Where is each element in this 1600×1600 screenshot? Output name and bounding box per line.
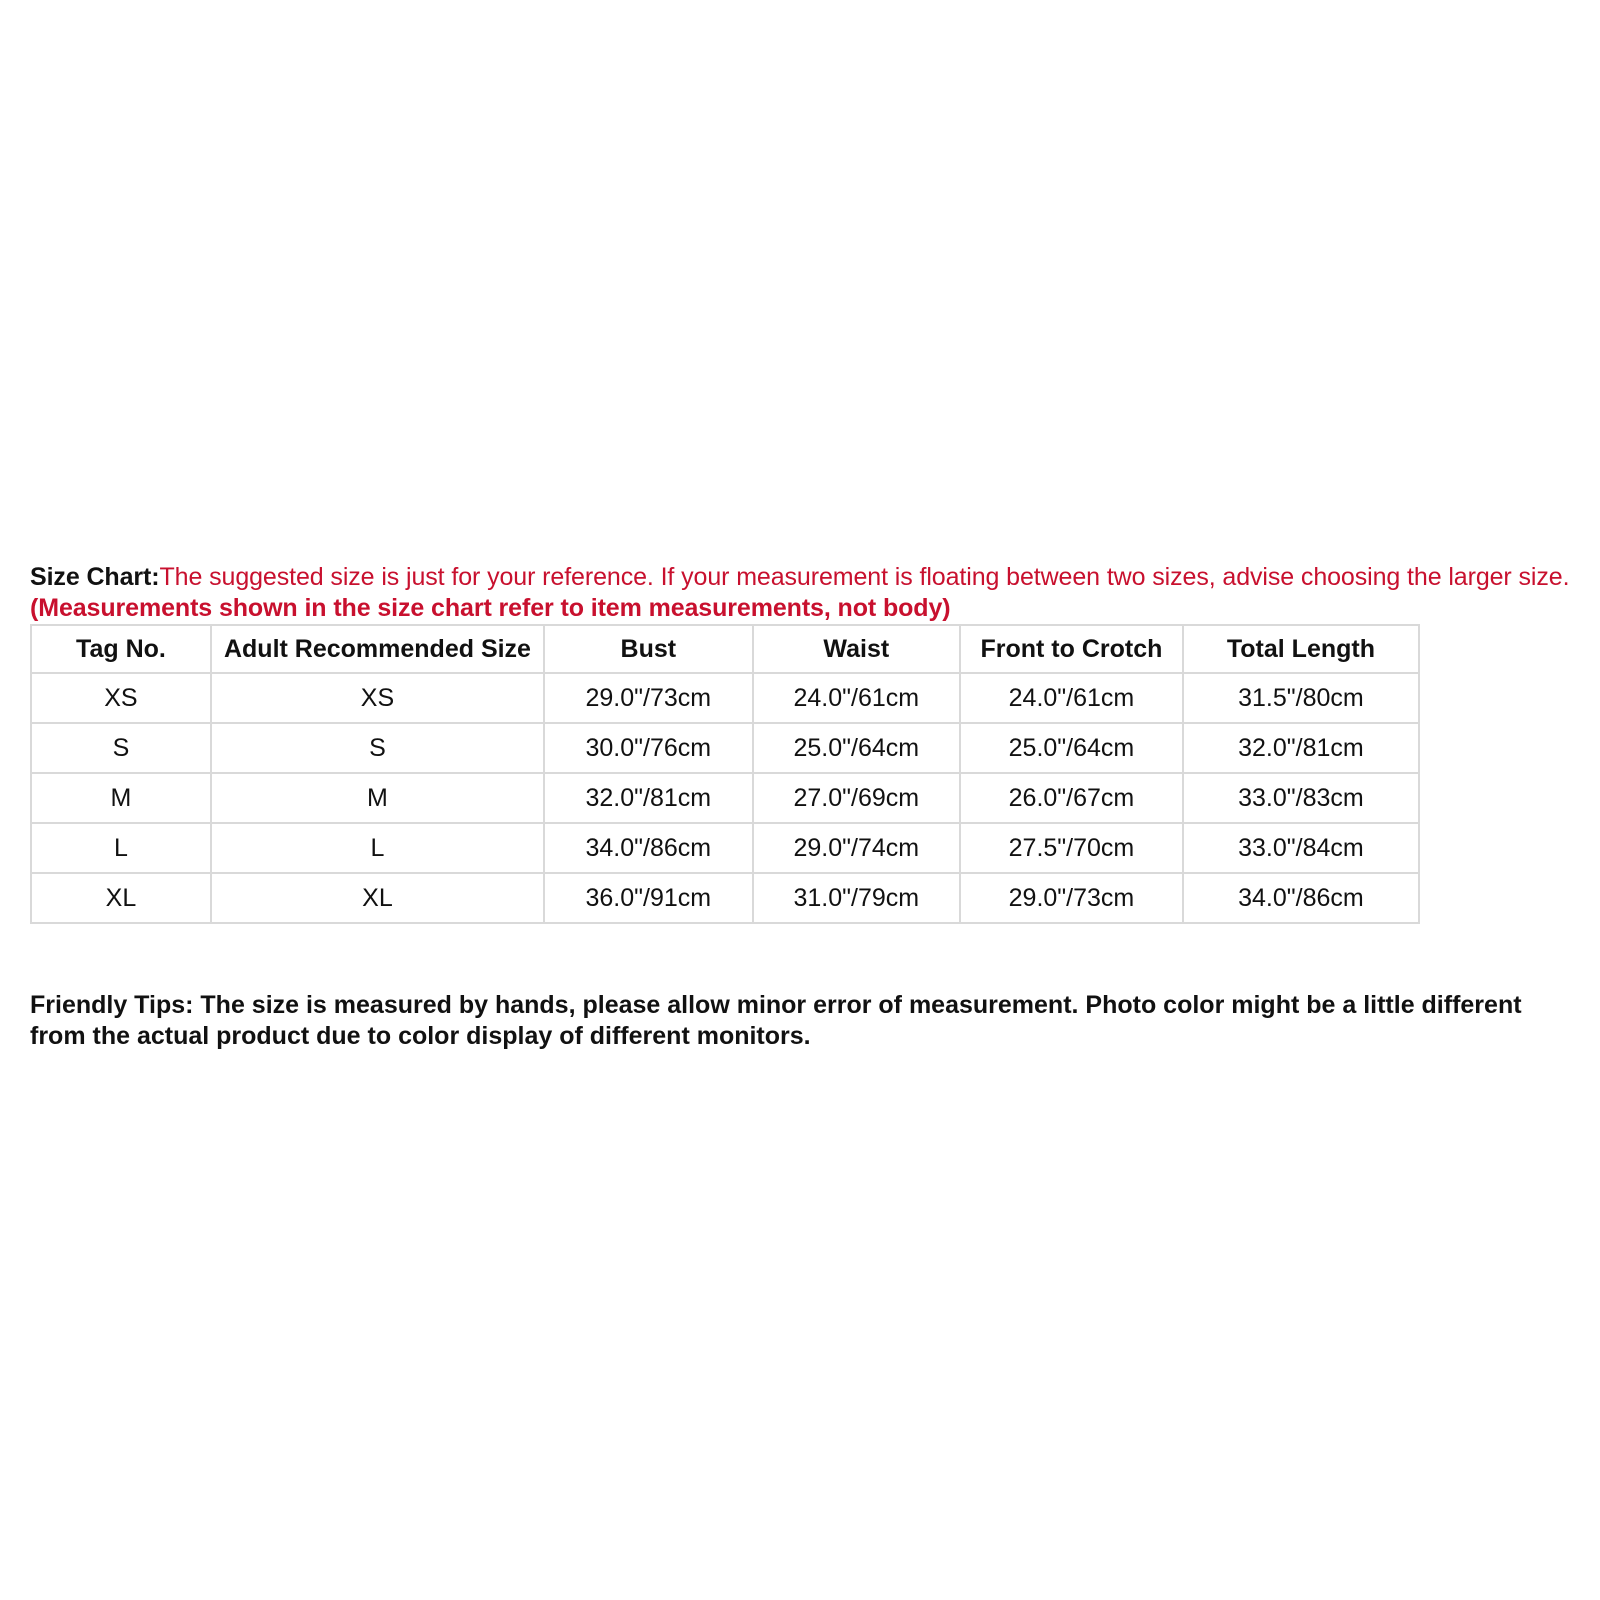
cell-front-to-crotch: 24.0"/61cm xyxy=(960,673,1183,723)
size-table xyxy=(30,624,1420,924)
cell-tag-no: L xyxy=(31,823,211,873)
header-adult-recommended-size: Adult Recommended Size xyxy=(211,625,544,673)
cell-adult-size: L xyxy=(211,823,544,873)
table-row xyxy=(31,723,1419,773)
header-bust: Bust xyxy=(544,625,753,673)
table-row xyxy=(31,873,1419,923)
friendly-tips: Friendly Tips: The size is measured by hands, please allow minor error of measurement. Photo color might be a little different from the actual product due to color display of different monitors. xyxy=(30,991,1522,1050)
cell-tag-no: S xyxy=(31,723,211,773)
cell-adult-size: XL xyxy=(211,873,544,923)
cell-bust: 32.0"/81cm xyxy=(544,773,753,823)
cell-front-to-crotch: 29.0"/73cm xyxy=(960,873,1183,923)
table-row xyxy=(31,823,1419,873)
cell-bust: 29.0"/73cm xyxy=(544,673,753,723)
header-front-to-crotch: Front to Crotch xyxy=(960,625,1183,673)
cell-adult-size: S xyxy=(211,723,544,773)
size-chart-label: Size Chart: xyxy=(30,563,160,591)
cell-tag-no: XL xyxy=(31,873,211,923)
cell-waist: 24.0"/61cm xyxy=(753,673,960,723)
table-row xyxy=(31,673,1419,723)
header-waist: Waist xyxy=(753,625,960,673)
header-tag-no: Tag No. xyxy=(31,625,211,673)
size-chart-intro xyxy=(30,562,1570,624)
table-header-row xyxy=(31,625,1419,673)
cell-front-to-crotch: 27.5"/70cm xyxy=(960,823,1183,873)
size-chart-advice: The suggested size is just for your reference. If your measurement is floating between two sizes, advise choosing the larger size. xyxy=(159,563,1570,591)
cell-total-length: 33.0"/84cm xyxy=(1183,823,1419,873)
cell-bust: 34.0"/86cm xyxy=(544,823,753,873)
cell-total-length: 31.5"/80cm xyxy=(1183,673,1419,723)
cell-adult-size: XS xyxy=(211,673,544,723)
cell-waist: 31.0"/79cm xyxy=(753,873,960,923)
cell-adult-size: M xyxy=(211,773,544,823)
cell-bust: 30.0"/76cm xyxy=(544,723,753,773)
cell-waist: 25.0"/64cm xyxy=(753,723,960,773)
cell-total-length: 34.0"/86cm xyxy=(1183,873,1419,923)
cell-waist: 29.0"/74cm xyxy=(753,823,960,873)
cell-tag-no: M xyxy=(31,773,211,823)
cell-total-length: 32.0"/81cm xyxy=(1183,723,1419,773)
cell-tag-no: XS xyxy=(31,673,211,723)
cell-total-length: 33.0"/83cm xyxy=(1183,773,1419,823)
cell-front-to-crotch: 26.0"/67cm xyxy=(960,773,1183,823)
cell-bust: 36.0"/91cm xyxy=(544,873,753,923)
header-total-length: Total Length xyxy=(1183,625,1419,673)
size-chart-note: (Measurements shown in the size chart refer to item measurements, not body) xyxy=(30,594,951,622)
table-row xyxy=(31,773,1419,823)
cell-waist: 27.0"/69cm xyxy=(753,773,960,823)
cell-front-to-crotch: 25.0"/64cm xyxy=(960,723,1183,773)
